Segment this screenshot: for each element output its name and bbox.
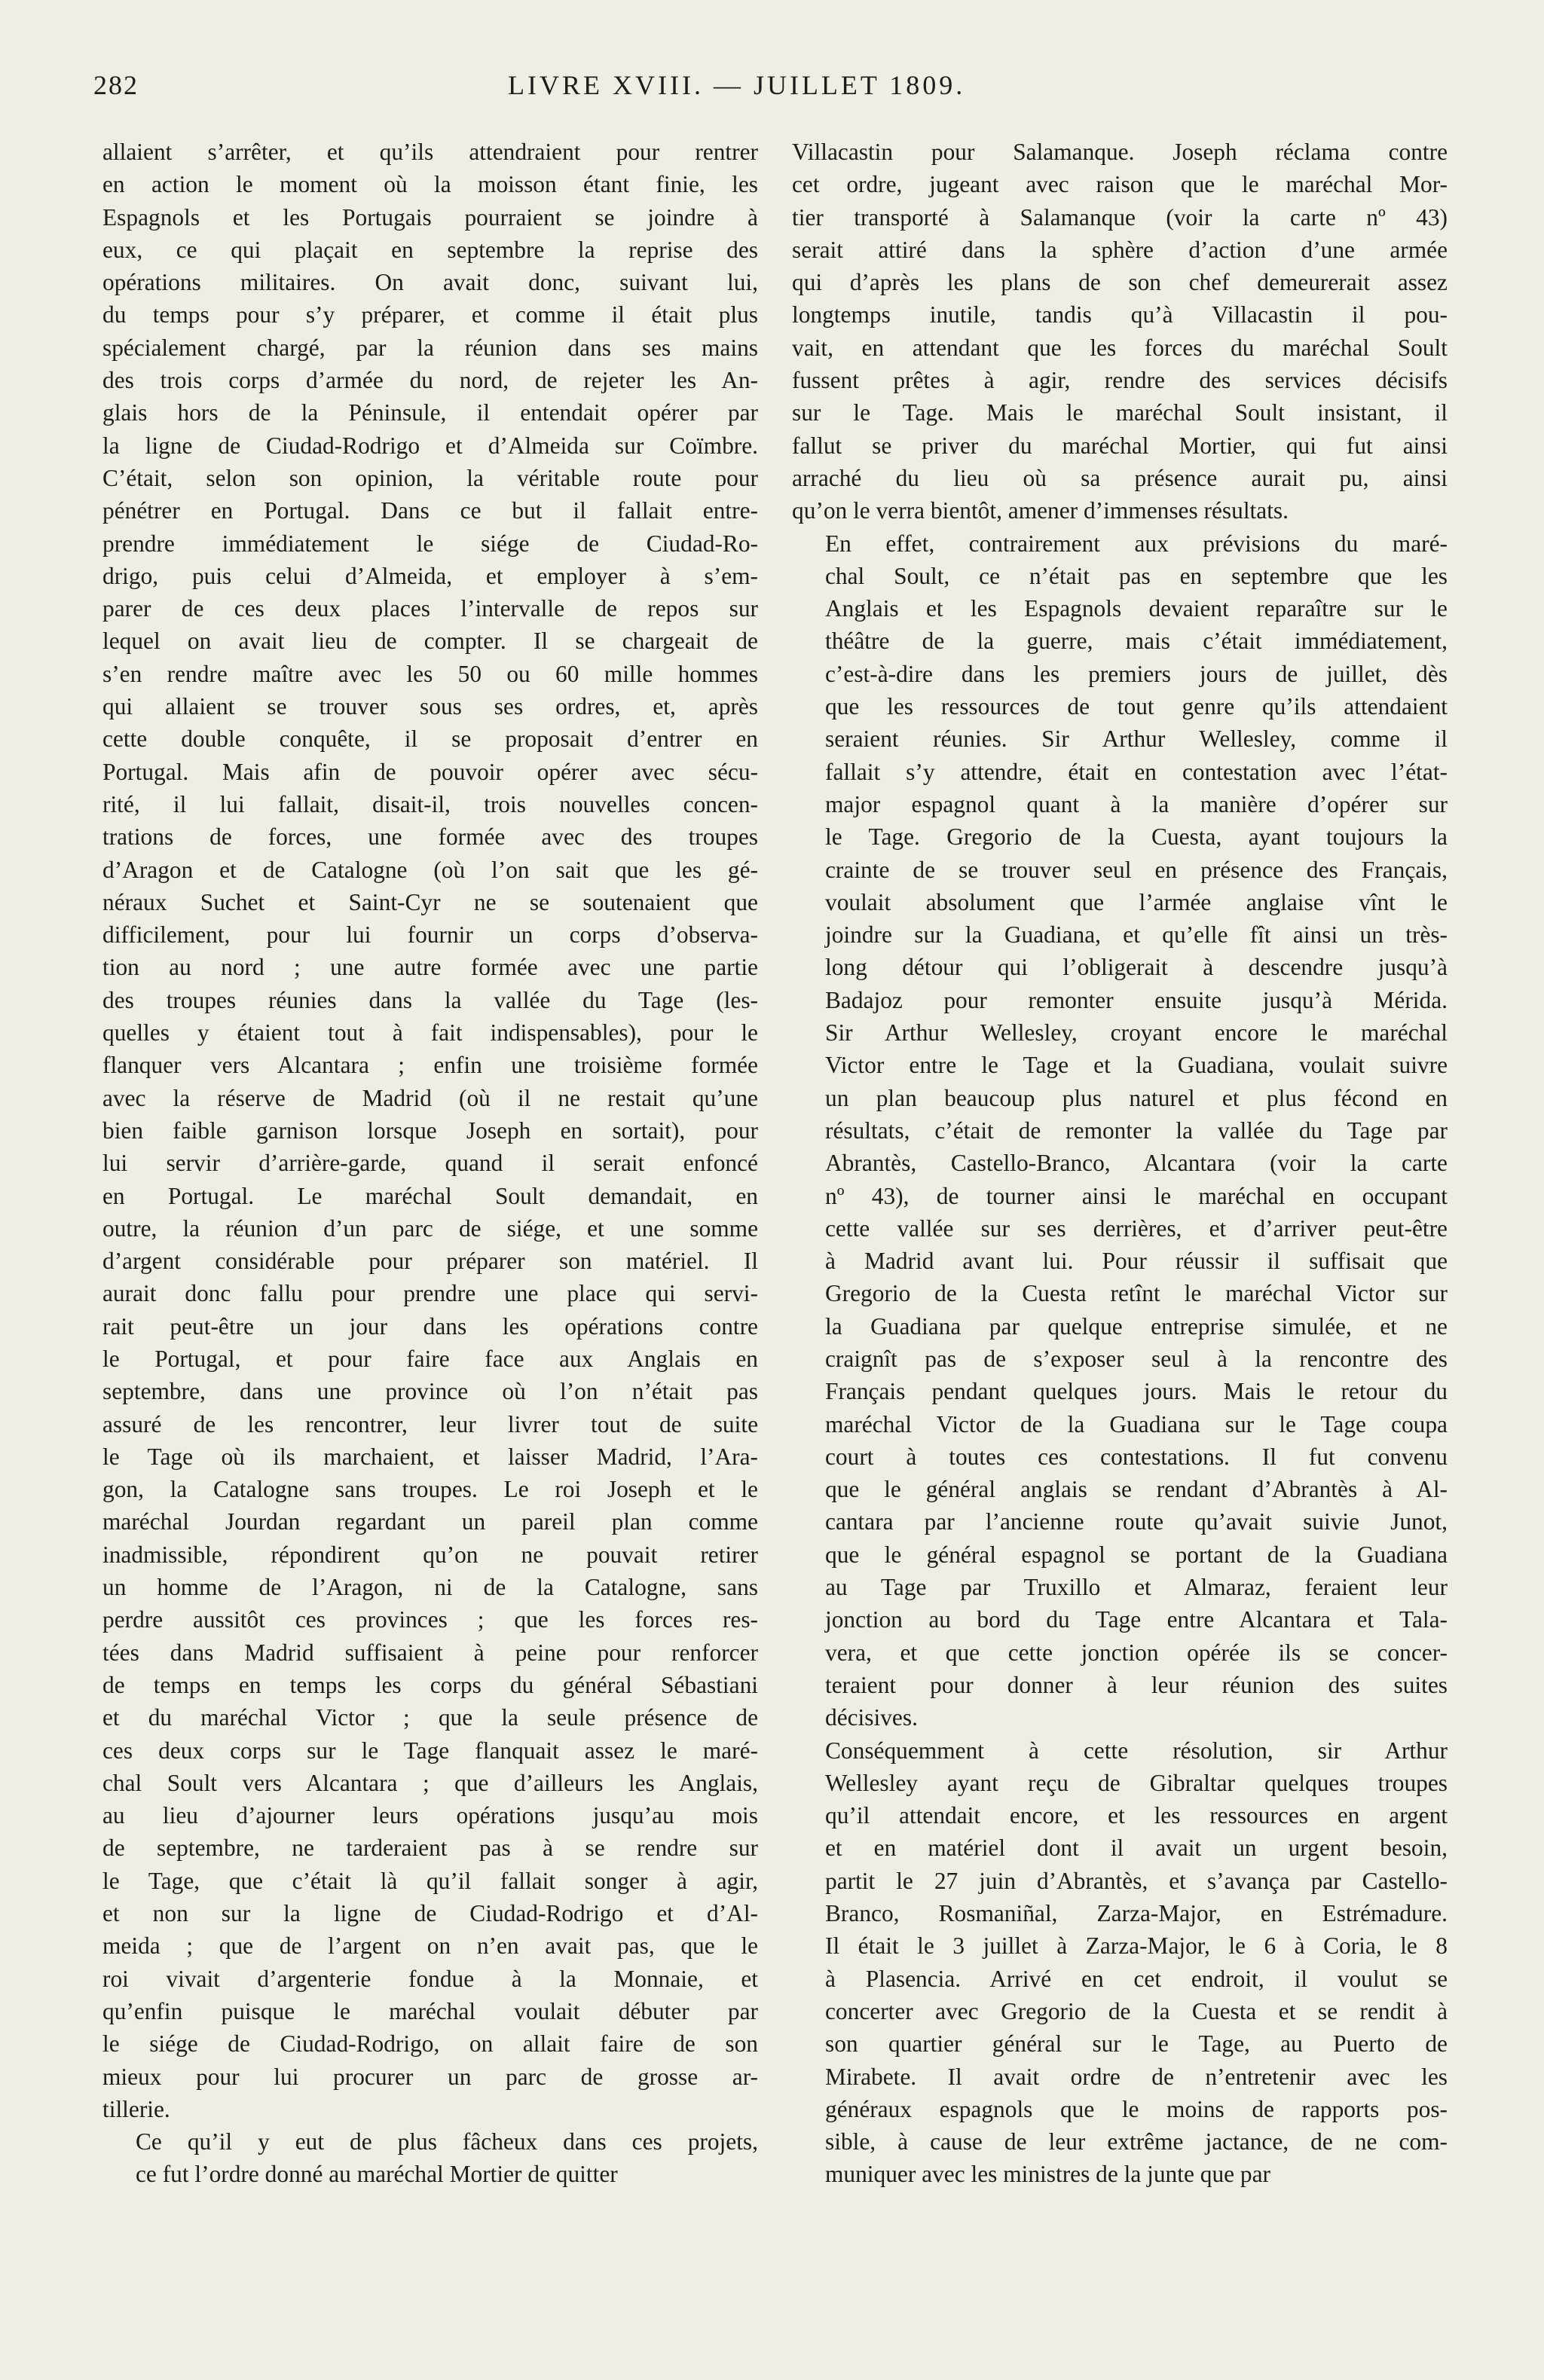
text-line: difficilement, pour lui fournir un corps d’observa- [102, 921, 758, 949]
text-line: résultats, c’était de remonter la vallée du Tage par [825, 1117, 1448, 1144]
text-line: glais hors de la Péninsule, il entendait opérer par [102, 399, 758, 426]
paragraph [792, 1734, 1448, 2191]
left-text-column [102, 136, 758, 2191]
text-line: Gregorio de la Cuesta retînt le maréchal Victor sur [825, 1280, 1448, 1307]
text-line: inadmissible, répondirent qu’on ne pouvait retirer [102, 1541, 758, 1568]
paragraph [792, 527, 1448, 1734]
text-line: des trois corps d’armée du nord, de rejeter les An- [102, 367, 758, 394]
text-line: lui servir d’arrière-garde, quand il serait enfoncé [102, 1150, 758, 1177]
text-line: maréchal Jourdan regardant un pareil plan comme [102, 1508, 758, 1535]
text-line: prendre immédiatement le siége de Ciudad-Ro- [102, 530, 758, 557]
text-line: et du maréchal Victor ; que la seule présence de [102, 1704, 758, 1731]
text-line: qui allaient se trouver sous ses ordres, et, après [102, 693, 758, 720]
text-line: chal Soult, ce n’était pas en septembre que les [825, 562, 1448, 589]
text-line: son quartier général sur le Tage, au Puerto de [825, 2030, 1448, 2058]
text-line: vera, et que cette jonction opérée ils se concer- [825, 1639, 1448, 1666]
text-line: au lieu d’ajourner leurs opérations jusqu’au mois [102, 1802, 758, 1829]
text-line: court à toutes ces contestations. Il fut convenu [825, 1443, 1448, 1470]
text-line: pénétrer en Portugal. Dans ce but il fallait entre- [102, 497, 758, 524]
text-line: qu’enfin puisque le maréchal voulait débuter par [102, 1997, 758, 2024]
paragraph [792, 136, 1448, 527]
text-line: serait attiré dans la sphère d’action d’une armée [792, 236, 1448, 263]
text-line: tier transporté à Salamanque (voir la carte nº 43) [792, 203, 1448, 231]
text-line: tion au nord ; une autre formée avec une partie [102, 954, 758, 981]
text-line: d’Aragon et de Catalogne (où l’on sait que les gé- [102, 856, 758, 883]
text-line: fussent prêtes à agir, rendre des services décisifs [792, 367, 1448, 394]
text-line: roi vivait d’argenterie fondue à la Monnaie, et [102, 1965, 758, 1992]
text-line: teraient pour donner à leur réunion des suites [825, 1671, 1448, 1698]
text-line: septembre, dans une province où l’on n’était pas [102, 1378, 758, 1405]
text-line: de temps en temps les corps du général Sébastiani [102, 1671, 758, 1698]
text-line: flanquer vers Alcantara ; enfin une troisième formée [102, 1052, 758, 1079]
text-line: lequel on avait lieu de compter. Il se chargeait de [102, 628, 758, 655]
text-line: le siége de Ciudad-Rodrigo, on allait faire de son [102, 2030, 758, 2058]
text-line: Sir Arthur Wellesley, croyant encore le maréchal [825, 1019, 1448, 1046]
text-line: mieux pour lui procurer un parc de grosse ar- [102, 2063, 758, 2090]
text-line: vait, en attendant que les forces du maréchal Soult [792, 334, 1448, 361]
text-line: cantara par l’ancienne route qu’avait suivie Junot, [825, 1508, 1448, 1535]
text-line: Portugal. Mais afin de pouvoir opérer avec sécu- [102, 758, 758, 785]
text-line: Espagnols et les Portugais pourraient se joindre à [102, 203, 758, 231]
text-line: avec la réserve de Madrid (où il ne restait qu’une [102, 1084, 758, 1111]
text-line: longtemps inutile, tandis qu’à Villacastin il pou- [792, 301, 1448, 328]
text-line: Mirabete. Il avait ordre de n’entretenir avec les [825, 2063, 1448, 2090]
text-line: qu’il attendait encore, et les ressources en argent [825, 1802, 1448, 1829]
page-header [93, 69, 1450, 115]
text-line: s’en rendre maître avec les 50 ou 60 mille hommes [102, 660, 758, 687]
text-line: drigo, puis celui d’Almeida, et employer à s’em- [102, 562, 758, 589]
text-line: parer de ces deux places l’intervalle de repos sur [102, 595, 758, 622]
page-number: 282 [93, 70, 139, 100]
text-line: que le général anglais se rendant d’Abrantès à Al- [825, 1476, 1448, 1503]
text-line: qui d’après les plans de son chef demeurerait assez [792, 269, 1448, 296]
text-line: décisives. [825, 1704, 918, 1731]
text-line: en Portugal. Le maréchal Soult demandait, en [102, 1182, 758, 1209]
text-line: néraux Suchet et Saint-Cyr ne se soutenaient que [102, 888, 758, 915]
text-line: Il était le 3 juillet à Zarza-Major, le 6 à Coria, le 8 [825, 1932, 1448, 1960]
text-line: de septembre, ne tarderaient pas à se rendre sur [102, 1835, 758, 1862]
text-line: un plan beaucoup plus naturel et plus fécond en [825, 1084, 1448, 1111]
text-line: spécialement chargé, par la réunion dans ses mains [102, 334, 758, 361]
text-line: Ce qu’il y eut de plus fâcheux dans ces projets, [136, 2128, 758, 2155]
text-line: sur le Tage. Mais le maréchal Soult insistant, il [792, 399, 1448, 426]
text-line: partit le 27 juin d’Abrantès, et s’avança par Castello- [825, 1867, 1448, 1894]
text-line: au Tage par Truxillo et Almaraz, feraient leur [825, 1574, 1448, 1601]
text-line: perdre aussitôt ces provinces ; que les forces res- [102, 1606, 758, 1633]
text-line: ces deux corps sur le Tage flanquait assez le maré- [102, 1737, 758, 1764]
text-line: allaient s’arrêter, et qu’ils attendraient pour rentrer [102, 139, 758, 165]
text-line: le Tage où ils marchaient, et laisser Madrid, l’Ara- [102, 1443, 758, 1470]
text-line: craignît pas de s’exposer seul à la rencontre des [825, 1345, 1448, 1372]
text-line: le Portugal, et pour faire face aux Anglais en [102, 1345, 758, 1372]
text-line: cet ordre, jugeant avec raison que le maréchal Mor- [792, 171, 1448, 198]
text-line: des troupes réunies dans la vallée du Tage (les- [102, 986, 758, 1013]
text-line: cette double conquête, il se proposait d’entrer en [102, 726, 758, 753]
text-line: En effet, contrairement aux prévisions du maré- [825, 530, 1448, 557]
text-line: opérations militaires. On avait donc, suivant lui, [102, 269, 758, 296]
text-line: cette vallée sur ses derrières, et d’arriver peut-être [825, 1214, 1448, 1242]
text-line: le Tage, que c’était là qu’il fallait songer à agir, [102, 1867, 758, 1894]
text-line: c’est-à-dire dans les premiers jours de juillet, dès [825, 660, 1448, 687]
text-line: un homme de l’Aragon, ni de la Catalogne, sans [102, 1574, 758, 1601]
text-line: gon, la Catalogne sans troupes. Le roi Joseph et le [102, 1476, 758, 1503]
text-line: rait peut-être un jour dans les opérations contre [102, 1312, 758, 1340]
text-line: meida ; que de l’argent on n’en avait pas, que le [102, 1932, 758, 1960]
text-line: et non sur la ligne de Ciudad-Rodrigo et d’Al- [102, 1900, 758, 1927]
text-line: Victor entre le Tage et la Guadiana, voulait suivre [825, 1052, 1448, 1079]
text-line: eux, ce qui plaçait en septembre la reprise des [102, 236, 758, 263]
running-title: LIVRE XVIII. — JUILLET 1809. [508, 70, 966, 100]
text-line: tées dans Madrid suffisaient à peine pour renforcer [102, 1639, 758, 1666]
text-line: nº 43), de tourner ainsi le maréchal en occupant [825, 1182, 1448, 1209]
text-line: tillerie. [102, 2095, 170, 2122]
text-line: Wellesley ayant reçu de Gibraltar quelques troupes [825, 1769, 1448, 1796]
text-line: ce fut l’ordre donné au maréchal Mortier de quitter [136, 2161, 618, 2188]
text-line: crainte de se trouver seul en présence des Français, [825, 856, 1448, 883]
text-line: la Guadiana par quelque entreprise simulée, et ne [825, 1312, 1448, 1340]
text-line: C’était, selon son opinion, la véritable route pour [102, 464, 758, 491]
text-line: arraché du lieu où sa présence aurait pu, ainsi [792, 464, 1448, 491]
text-line: long détour qui l’obligerait à descendre jusqu’à [825, 954, 1448, 981]
text-line: aurait donc fallu pour prendre une place qui servi- [102, 1280, 758, 1307]
text-line: que les ressources de tout genre qu’ils attendaient [825, 693, 1448, 720]
text-line: Français pendant quelques jours. Mais le retour du [825, 1378, 1448, 1405]
right-text-column [792, 136, 1448, 2191]
text-line: du temps pour s’y préparer, et comme il était plus [102, 301, 758, 328]
text-line: outre, la réunion d’un parc de siége, et une somme [102, 1214, 758, 1242]
text-line: que le général espagnol se portant de la Guadiana [825, 1541, 1448, 1568]
text-line: en action le moment où la moisson étant finie, les [102, 171, 758, 198]
text-line: la ligne de Ciudad-Rodrigo et d’Almeida sur Coïmbre. [102, 432, 758, 459]
text-line: Villacastin pour Salamanque. Joseph réclama contre [792, 139, 1448, 165]
text-line: voulait absolument que l’armée anglaise vînt le [825, 888, 1448, 915]
text-line: rité, il lui fallait, disait-il, trois nouvelles concen- [102, 790, 758, 817]
text-line: Abrantès, Castello-Branco, Alcantara (voir la carte [825, 1150, 1448, 1177]
text-line: muniquer avec les ministres de la junte que par [825, 2161, 1270, 2188]
text-line: Badajoz pour remonter ensuite jusqu’à Mérida. [825, 986, 1448, 1013]
text-line: Anglais et les Espagnols devaient reparaître sur le [825, 595, 1448, 622]
text-line: et en matériel dont il avait un urgent besoin, [825, 1835, 1448, 1862]
text-line: qu’on le verra bientôt, amener d’immenses résultats. [792, 497, 1289, 524]
text-line: trations de forces, une formée avec des troupes [102, 823, 758, 851]
text-line: fallut se priver du maréchal Mortier, qui fut ainsi [792, 432, 1448, 459]
paragraph [102, 136, 758, 2125]
text-line: jonction au bord du Tage entre Alcantara et Tala- [825, 1606, 1448, 1633]
text-line: Conséquemment à cette résolution, sir Arthur [825, 1737, 1448, 1764]
text-line: Branco, Rosmaniñal, Zarza-Major, en Estrémadure. [825, 1900, 1448, 1927]
text-line: assuré de les rencontrer, leur livrer tout de suite [102, 1410, 758, 1437]
text-line: sible, à cause de leur extrême jactance, de ne com- [825, 2128, 1448, 2155]
text-line: d’argent considérable pour préparer son matériel. Il [102, 1248, 758, 1275]
text-line: bien faible garnison lorsque Joseph en sortait), pour [102, 1117, 758, 1144]
text-line: maréchal Victor de la Guadiana sur le Tage coupa [825, 1410, 1448, 1437]
text-line: joindre sur la Guadiana, et qu’elle fît ainsi un très- [825, 921, 1448, 949]
text-line: le Tage. Gregorio de la Cuesta, ayant toujours la [825, 823, 1448, 851]
text-line: fallait s’y attendre, était en contestation avec l’état- [825, 758, 1448, 785]
text-line: concerter avec Gregorio de la Cuesta et se rendit à [825, 1997, 1448, 2024]
text-line: quelles y étaient tout à fait indispensables), pour le [102, 1019, 758, 1046]
text-line: à Plasencia. Arrivé en cet endroit, il voulut se [825, 1965, 1448, 1992]
text-line: seraient réunies. Sir Arthur Wellesley, comme il [825, 726, 1448, 753]
paragraph [102, 2125, 758, 2191]
text-line: théâtre de la guerre, mais c’était immédiatement, [825, 628, 1448, 655]
text-line: généraux espagnols que le moins de rapports pos- [825, 2095, 1448, 2122]
text-line: à Madrid avant lui. Pour réussir il suffisait que [825, 1248, 1448, 1275]
text-line: chal Soult vers Alcantara ; que d’ailleurs les Anglais, [102, 1769, 758, 1796]
text-line: major espagnol quant à la manière d’opérer sur [825, 790, 1448, 817]
